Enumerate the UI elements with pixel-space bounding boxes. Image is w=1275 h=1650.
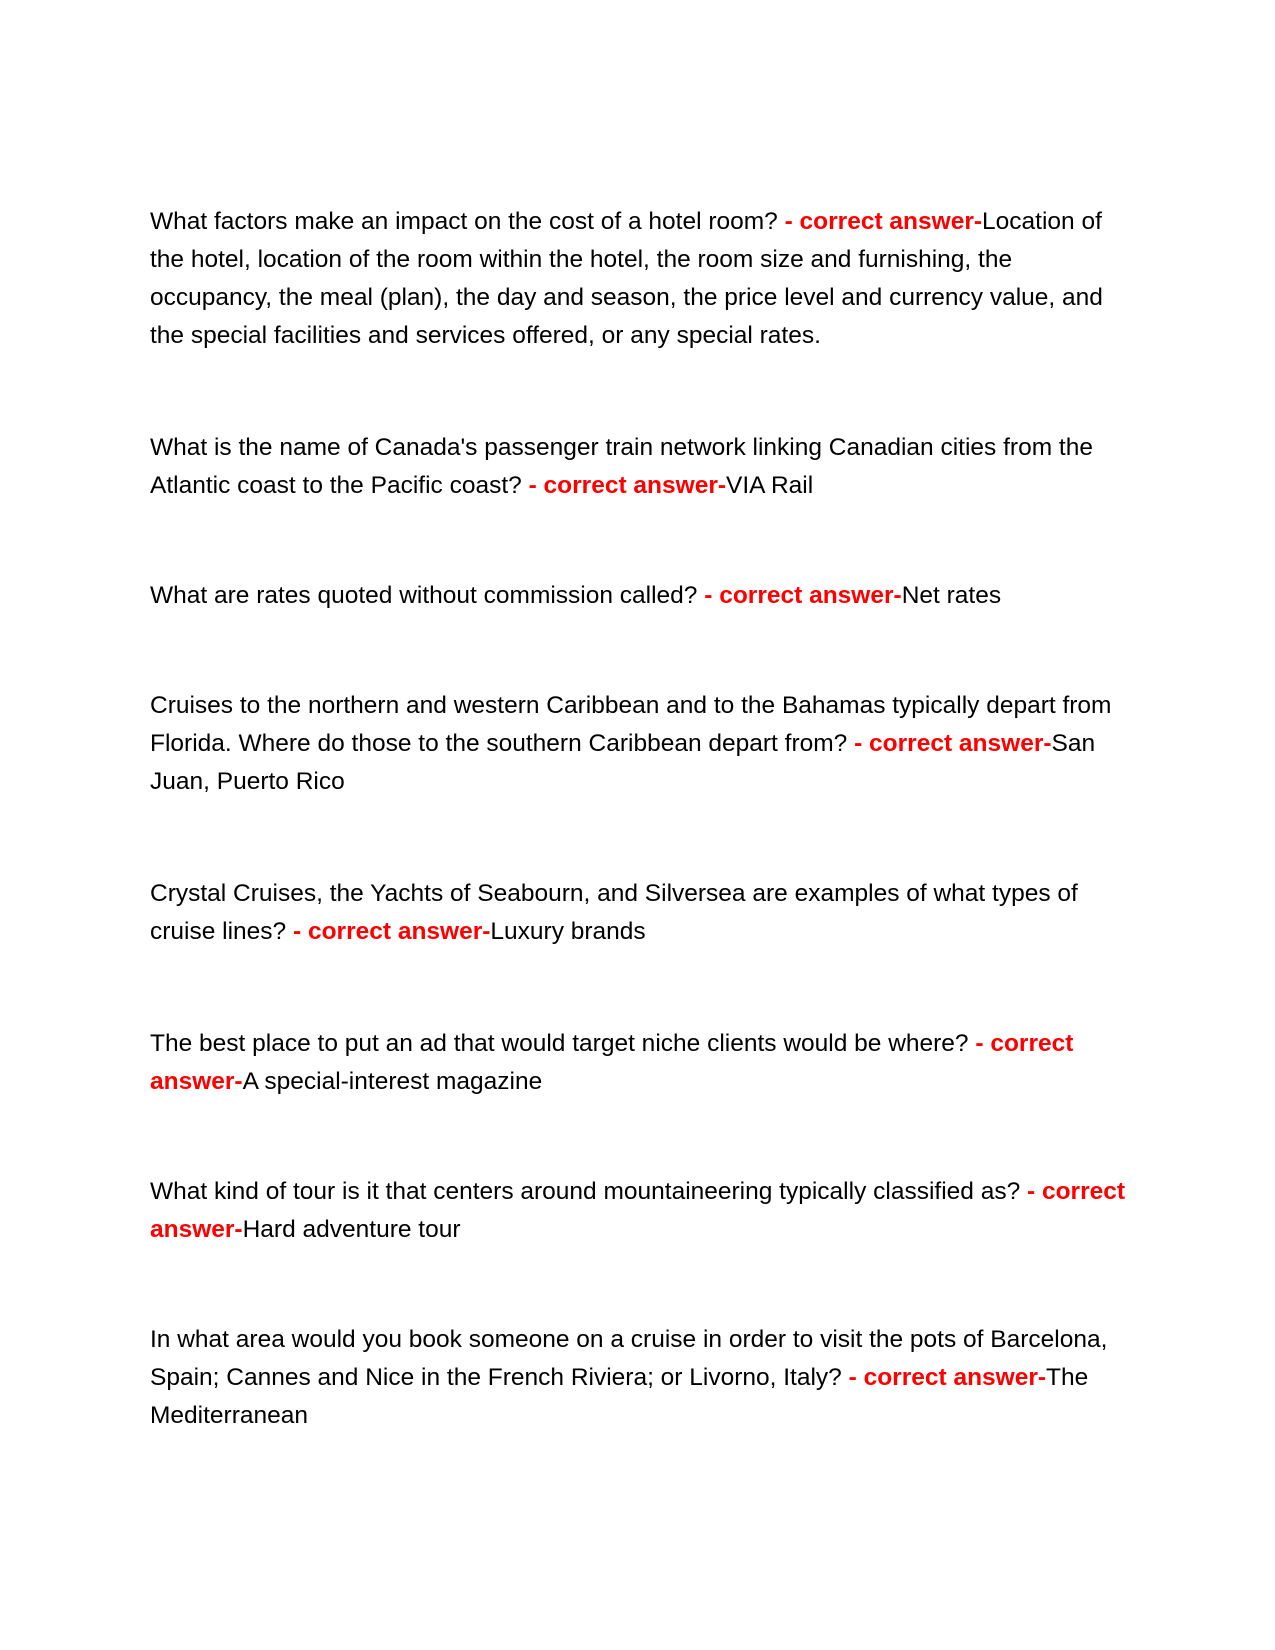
correct-answer-marker: - correct answer- xyxy=(292,918,491,945)
qa-item xyxy=(150,1025,1140,1101)
answer-text: The Mediterranean xyxy=(150,1364,1089,1429)
question-text: What is the name of Canada's passenger train network linking Canadian cities from the Atlantic coast to the Pacific coast? xyxy=(150,434,1093,499)
question-text: What factors make an impact on the cost of a hotel room? xyxy=(150,208,785,235)
question-text: Cruises to the northern and western Caribbean and to the Bahamas typically depart from Florida. Where do those to the southern Caribbean depart from? xyxy=(150,692,1112,757)
answer-text: San Juan, Puerto Rico xyxy=(150,730,1096,795)
qa-item xyxy=(150,875,1140,951)
qa-item xyxy=(150,1321,1140,1435)
question-text: In what area would you book someone on a cruise in order to visit the pots of Barcelona, Spain; Cannes and Nice in the French Riviera; or Livorno, Italy? xyxy=(150,1326,1108,1391)
correct-answer-marker: - correct answer- xyxy=(848,1364,1047,1391)
question-text: The best place to put an ad that would target niche clients would be where? xyxy=(150,1030,976,1057)
answer-text: Luxury brands xyxy=(490,918,646,945)
qa-item xyxy=(150,429,1140,505)
answer-text: Location of the hotel, location of the room within the hotel, the room size and furnishing, the occupancy, the meal (plan), the day and season, the price level and currency value, and the special facilities and services offered, or any special rates. xyxy=(150,208,1103,349)
correct-answer-marker: - correct answer- xyxy=(150,1178,1126,1243)
correct-answer-marker: - correct answer- xyxy=(784,208,983,235)
qa-item xyxy=(150,1173,1140,1249)
correct-answer-marker: - correct answer- xyxy=(854,730,1052,757)
question-text: What are rates quoted without commission called? xyxy=(150,582,705,609)
correct-answer-marker: - correct answer- xyxy=(150,1030,1074,1095)
qa-item xyxy=(150,203,1140,355)
answer-text: VIA Rail xyxy=(726,472,814,499)
question-text: Crystal Cruises, the Yachts of Seabourn, and Silversea are examples of what types of cruise lines? xyxy=(150,880,1078,945)
qa-item xyxy=(150,687,1140,801)
correct-answer-marker: - correct answer- xyxy=(704,582,902,609)
question-text: What kind of tour is it that centers around mountaineering typically classified as? xyxy=(150,1178,1027,1205)
correct-answer-marker: - correct answer- xyxy=(528,472,727,499)
qa-item xyxy=(150,577,1140,615)
answer-text: Net rates xyxy=(901,582,1002,609)
answer-text: A special-interest magazine xyxy=(242,1068,543,1095)
answer-text: Hard adventure tour xyxy=(242,1216,461,1243)
